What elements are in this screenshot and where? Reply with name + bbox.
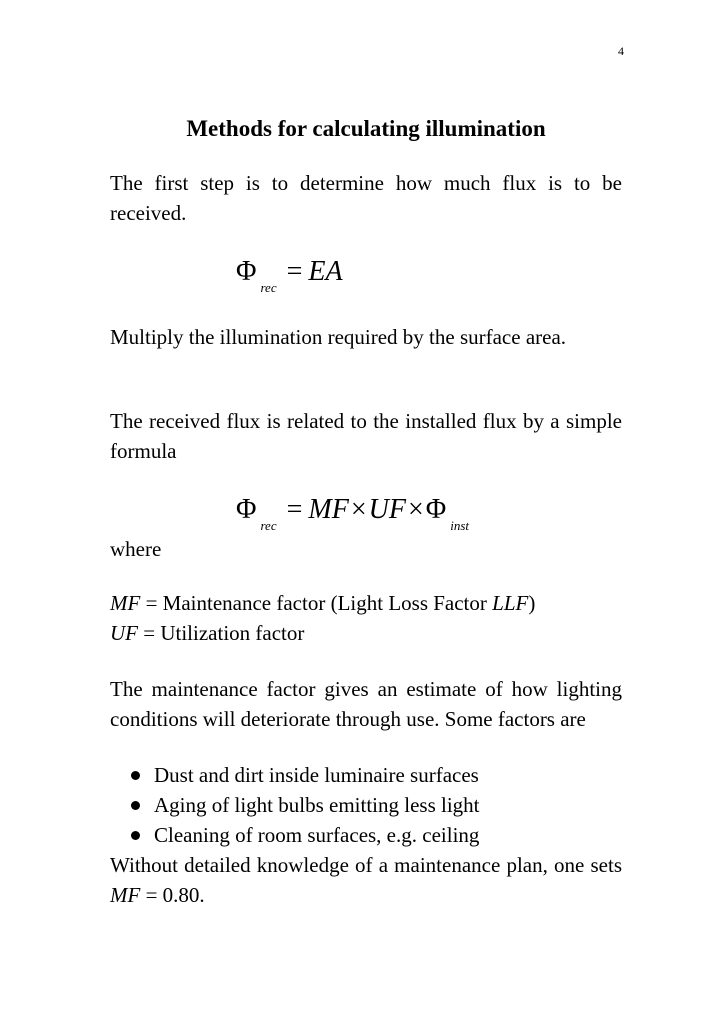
list-item-text: Cleaning of room surfaces, e.g. ceiling <box>154 823 480 847</box>
factor-list <box>110 760 622 850</box>
list-item <box>110 820 622 850</box>
paragraph-flux-received: The first step is to determine how much flux is to be received. <box>110 171 622 225</box>
page-number: 4 <box>618 44 624 58</box>
paragraph-received-flux: The received flux is related to the installed flux by a simple formula <box>110 409 622 463</box>
definition-var: MF <box>110 591 141 615</box>
equals-sign: = <box>286 494 303 525</box>
bullet-icon <box>131 771 140 780</box>
paragraph-where: where <box>110 537 162 561</box>
times-sign: × <box>407 494 424 525</box>
equation-installed-flux <box>236 490 473 534</box>
bullet-icon <box>131 801 140 810</box>
equation-flux-received <box>236 252 343 296</box>
equals-sign: = <box>286 256 303 287</box>
equation-rhs: EA <box>308 256 343 287</box>
phi-symbol: Φ <box>236 256 257 287</box>
mf-term: MF <box>308 494 349 525</box>
list-item <box>110 790 622 820</box>
times-sign: × <box>350 494 367 525</box>
paragraph-multiply: Multiply the illumination required by the surface area. <box>110 325 567 349</box>
list-item-text: Aging of light bulbs emitting less light <box>154 793 480 817</box>
subscript-inst: inst <box>450 518 470 533</box>
paragraph-text-end: = 0.80. <box>140 883 205 907</box>
phi-symbol: Φ <box>425 494 447 525</box>
phi-symbol: Φ <box>236 494 257 525</box>
subscript-rec: rec <box>260 518 277 533</box>
subscript-rec: rec <box>260 280 277 295</box>
list-item <box>110 760 622 790</box>
paragraph-maintenance-plan <box>110 850 622 910</box>
list-item-text: Dust and dirt inside luminaire surfaces <box>154 763 479 787</box>
definition-mf <box>110 588 535 618</box>
paragraph-maintenance-factor: The maintenance factor gives an estimate of how lighting conditions will deteriorate through use. Some factors are <box>110 677 622 731</box>
definition-uf <box>110 618 304 648</box>
page-title: Methods for calculating illumination <box>186 116 546 141</box>
bullet-icon <box>131 831 140 840</box>
uf-term: UF <box>368 494 406 525</box>
definition-text: = Maintenance factor (Light Loss Factor <box>140 591 493 615</box>
definition-tail: ) <box>528 591 536 615</box>
definition-text: = Utilization factor <box>138 621 305 645</box>
definition-var-llf: LLF <box>492 591 529 615</box>
definition-var: UF <box>110 621 138 645</box>
mf-variable: MF <box>110 883 141 907</box>
paragraph-text: Without detailed knowledge of a maintenance plan, one sets <box>110 853 622 877</box>
